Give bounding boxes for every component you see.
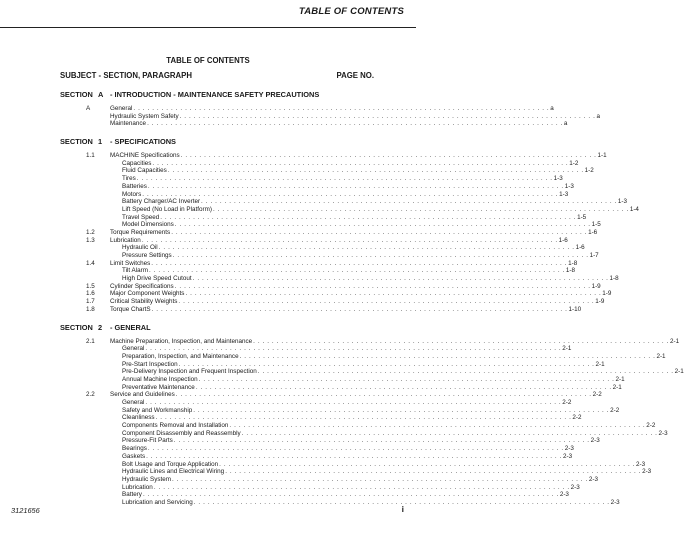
entry-title: Bolt Usage and Torque Application — [122, 460, 219, 468]
dot-leader: . . . . . . . . . . . . . . . . . . . . . . . . . . . . . . . . . . . . . . . . . . . . . . . . . . . . . . . . . . . . . . . . . . . . . . . . . . . . . . . . . . . . . . . . . — [193, 406, 610, 414]
dot-leader: . . . . . . . . . . . . . . . . . . . . . . . . . . . . . . . . . . . . . . . . . . . . . . . . . . . . . . . . . . . . . . . . . . . . . . . . . . . . . . . . . . . . . . . . . — [172, 475, 588, 483]
entry-title: Tilt Alarm — [122, 267, 149, 275]
dot-leader: . . . . . . . . . . . . . . . . . . . . . . . . . . . . . . . . . . . . . . . . . . . . . . . . . . . . . . . . . . . . . . . . . . . . . . . . . . . . . . . . . . . . . . . . . — [172, 252, 589, 259]
entry-page: 1-8 — [565, 267, 575, 275]
entry-page: 1-10 — [568, 305, 582, 313]
paragraph-number: 2.2 — [86, 391, 95, 399]
dot-leader: . . . . . . . . . . . . . . . . . . . . . . . . . . . . . . . . . . . . . . . . . . . . . . . . . . . . . . . . . . . . . . . . . . . . . . . . . . . . . . . . . . . . . . . . . — [173, 437, 590, 445]
dot-leader: . . . . . . . . . . . . . . . . . . . . . . . . . . . . . . . . . . . . . . . . . . . . . . . . . . . . . . . . . . . . . . . . . . . . . . . . . . . . . . . . . . . . . . . . . — [180, 152, 597, 160]
dot-leader: . . . . . . . . . . . . . . . . . . . . . . . . . . . . . . . . . . . . . . . . . . . . . . . . . . . . . . . . . . . . . . . . . . . . . . . . . . . . . . . . . . . . . . . . . — [212, 205, 629, 213]
toc-entry[interactable] — [0, 445, 574, 453]
entry-title: Annual Machine Inspection — [122, 375, 198, 383]
section-title: - INTRODUCTION - MAINTENANCE SAFETY PRECAUTIONS — [110, 90, 320, 99]
toc-entry[interactable] — [0, 213, 587, 222]
toc-entry[interactable] — [0, 452, 573, 461]
entry-page: 1-7 — [589, 252, 599, 259]
entry-page: 1-5 — [591, 221, 601, 229]
toc-entry[interactable] — [0, 305, 582, 314]
entry-title: Lubrication — [110, 236, 141, 244]
entry-page: 2-1 — [595, 360, 605, 368]
paragraph-number: A — [86, 105, 91, 112]
toc-entry[interactable] — [0, 228, 598, 237]
entry-title: Lubrication — [122, 483, 153, 491]
toc-entry[interactable] — [0, 221, 601, 229]
entry-title: Components Removal and Installation — [122, 422, 229, 430]
entry-page: 1-6 — [558, 236, 568, 244]
entry-page: 1-9 — [591, 282, 601, 290]
dot-leader: . . . . . . . . . . . . . . . . . . . . . . . . . . . . . . . . . . . . . . . . . . . . . . . . . . . . . . . . . . . . . . . . . . . . . . . . . . . . . . . . . . . . . . . . . — [145, 345, 562, 353]
entry-page: 2-1 — [674, 368, 684, 376]
entry-title: Battery — [122, 491, 142, 499]
dot-leader: . . . . . . . . . . . . . . . . . . . . . . . . . . . . . . . . . . . . . . . . . . . . . . . . . . . . . . . . . . . . . . . . . . . . . . . . . . . . . . . . . . . . . . . . . — [145, 399, 562, 406]
entry-title: Hydraulic Lines and Electrical Wiring — [122, 468, 225, 476]
section-number: A — [98, 90, 104, 99]
dot-leader: . . . . . . . . . . . . . . . . . . . . . . . . . . . . . . . . . . . . . . . . . . . . . . . . . . . . . . . . . . . . . . . . . . . . . . . . . . . . . . . . . . . . . . . . . — [239, 352, 656, 360]
toc-content — [0, 89, 684, 507]
dot-leader: . . . . . . . . . . . . . . . . . . . . . . . . . . . . . . . . . . . . . . . . . . . . . . . . . . . . . . . . . . . . . . . . . . . . . . . . . . . . . . . . . . . . . . . . . — [192, 275, 609, 283]
entry-title: Major Component Weights — [110, 290, 185, 298]
entry-title: Lift Speed (No Load in Platform) — [122, 205, 212, 213]
entry-page: 2-1 — [669, 337, 680, 345]
entry-title: Pressure Settings — [122, 252, 172, 259]
dot-leader: . . . . . . . . . . . . . . . . . . . . . . . . . . . . . . . . . . . . . . . . . . . . . . . . . . . . . . . . . . . . . . . . . . . . . . . . . . . . . . . . . . . . . . . . . — [257, 368, 674, 376]
dot-leader: . . . . . . . . . . . . . . . . . . . . . . . . . . . . . . . . . . . . . . . . . . . . . . . . . . . . . . . . . . . . . . . . . . . . . . . . . . . . . . . . . . . . . . . . . — [147, 120, 563, 128]
entry-page: 2-1 — [656, 352, 666, 360]
toc-entry[interactable] — [0, 406, 620, 415]
toc-entry[interactable] — [0, 275, 619, 283]
dot-leader: . . . . . . . . . . . . . . . . . . . . . . . . . . . . . . . . . . . . . . . . . . . . . . . . . . . . . . . . . . . . . . . . . . . . . . . . . . . . . . . . . . . . . . . . . — [174, 221, 591, 229]
entry-page: a — [596, 112, 600, 120]
paragraph-number: 1.1 — [86, 152, 95, 160]
dot-leader: . . . . . . . . . . . . . . . . . . . . . . . . . . . . . . . . . . . . . . . . . . . . . . . . . . . . . . . . . . . . . . . . . . . . . . . . . . . . . . . . . . . . . . . . . — [158, 244, 575, 252]
entry-title: Limit Switches — [110, 259, 151, 267]
dot-leader: . . . . . . . . . . . . . . . . . . . . . . . . . . . . . . . . . . . . . . . . . . . . . . . . . . . . . . . . . . . . . . . . . . . . . . . . . . . . . . . . . . . . . . . . . — [167, 167, 584, 175]
dot-leader: . . . . . . . . . . . . . . . . . . . . . . . . . . . . . . . . . . . . . . . . . . . . . . . . . . . . . . . . . . . . . . . . . . . . . . . . . . . . . . . . . . . . . . . . . — [195, 383, 612, 391]
dot-leader: . . . . . . . . . . . . . . . . . . . . . . . . . . . . . . . . . . . . . . . . . . . . . . . . . . . . . . . . . . . . . . . . . . . . . . . . . . . . . . . . . . . . . . . . . — [147, 445, 564, 453]
toc-entry[interactable] — [0, 360, 605, 369]
toc-entry[interactable] — [0, 182, 574, 191]
toc-entry[interactable] — [0, 345, 572, 353]
entry-page: 1-1 — [597, 152, 607, 160]
toc-entry[interactable] — [0, 375, 625, 384]
entry-title: Safety and Workmanship — [122, 406, 193, 414]
entry-title: Preventative Maintenance — [122, 383, 195, 391]
toc-entry[interactable] — [0, 267, 575, 275]
entry-page: 2-3 — [564, 445, 574, 453]
dot-leader: . . . . . . . . . . . . . . . . . . . . . . . . . . . . . . . . . . . . . . . . . . . . . . . . . . . . . . . . . . . . . . . . . . . . . . . . . . . . . . . . . . . . . . . . . — [253, 337, 669, 345]
entry-page: 1-4 — [629, 205, 639, 213]
paragraph-number: 1.6 — [86, 290, 95, 298]
dot-leader: . . . . . . . . . . . . . . . . . . . . . . . . . . . . . . . . . . . . . . . . . . . . . . . . . . . . . . . . . . . . . . . . . . . . . . . . . . . . . . . . . . . . . . . . . — [153, 483, 570, 491]
entry-page: 2-3 — [636, 460, 646, 468]
dot-leader: . . . . . . . . . . . . . . . . . . . . . . . . . . . . . . . . . . . . . . . . . . . . . . . . . . . . . . . . . . . . . . . . . . . . . . . . . . . . . . . . . . . . . . . . . — [175, 391, 592, 399]
entry-title: Tires — [122, 175, 136, 183]
section-number: 1 — [98, 137, 103, 147]
header-rule — [0, 27, 416, 28]
toc-entry[interactable] — [0, 391, 602, 399]
toc-entry[interactable] — [0, 252, 599, 260]
entry-page: 2-1 — [612, 383, 622, 391]
dot-leader: . . . . . . . . . . . . . . . . . . . . . . . . . . . . . . . . . . . . . . . . . . . . . . . . . . . . . . . . . . . . . . . . . . . . . . . . . . . . . . . . . . . . . . . . . — [142, 491, 559, 499]
dot-leader: . . . . . . . . . . . . . . . . . . . . . . . . . . . . . . . . . . . . . . . . . . . . . . . . . . . . . . . . . . . . . . . . . . . . . . . . . . . . . . . . . . . . . . . . . — [174, 282, 591, 290]
entry-page: 1-8 — [568, 259, 578, 267]
section-title: - GENERAL — [110, 322, 151, 332]
column-heading-page: PAGE NO. — [336, 71, 374, 80]
entry-page: 1-3 — [559, 190, 569, 198]
dot-leader: . . . . . . . . . . . . . . . . . . . . . . . . . . . . . . . . . . . . . . . . . . . . . . . . . . . . . . . . . . . . . . . . . . . . . . . . . . . . . . . . . . . . . . . . . — [142, 190, 559, 198]
entry-title: General — [122, 345, 145, 353]
entry-title: Torque Requirements — [110, 228, 171, 236]
toc-entry[interactable] — [0, 399, 572, 407]
toc-entry[interactable] — [0, 460, 646, 469]
toc-entry[interactable] — [0, 475, 598, 484]
toc-title: TABLE OF CONTENTS — [166, 56, 250, 65]
toc-entry[interactable] — [0, 422, 656, 430]
entry-page: 1-9 — [602, 290, 612, 298]
dot-leader: . . . . . . . . . . . . . . . . . . . . . . . . . . . . . . . . . . . . . . . . . . . . . . . . . . . . . . . . . . . . . . . . . . . . . . . . . . . . . . . . . . . . . . . . . — [241, 429, 658, 437]
toc-entry[interactable] — [0, 383, 622, 392]
document-number: 3121656 — [11, 506, 40, 515]
dot-leader: . . . . . . . . . . . . . . . . . . . . . . . . . . . . . . . . . . . . . . . . . . . . . . . . . . . . . . . . . . . . . . . . . . . . . . . . . . . . . . . . . . . . . . . . . — [141, 236, 558, 244]
dot-leader: . . . . . . . . . . . . . . . . . . . . . . . . . . . . . . . . . . . . . . . . . . . . . . . . . . . . . . . . . . . . . . . . . . . . . . . . . . . . . . . . . . . . . . . . . — [193, 498, 610, 506]
paragraph-number: 1.3 — [86, 236, 95, 244]
toc-entry[interactable] — [0, 167, 594, 175]
dot-leader: . . . . . . . . . . . . . . . . . . . . . . . . . . . . . . . . . . . . . . . . . . . . . . . . . . . . . . . . . . . . . . . . . . . . . . . . . . . . . . . . . . . . . . . . . — [185, 290, 602, 298]
toc-entry[interactable] — [0, 414, 582, 422]
section-label: SECTION — [60, 322, 93, 332]
toc-entry[interactable] — [0, 437, 600, 445]
dot-leader: . . . . . . . . . . . . . . . . . . . . . . . . . . . . . . . . . . . . . . . . . . . . . . . . . . . . . . . . . . . . . . . . . . . . . . . . . . . . . . . . . . . . . . . . . — [151, 259, 568, 267]
section-heading — [0, 89, 416, 101]
entry-page: 1-5 — [577, 213, 587, 221]
entry-title: Cleanliness — [122, 414, 155, 422]
entry-page: 1-6 — [575, 244, 585, 252]
dot-leader: . . . . . . . . . . . . . . . . . . . . . . . . . . . . . . . . . . . . . . . . . . . . . . . . . . . . . . . . . . . . . . . . . . . . . . . . . . . . . . . . . . . . . . . . . — [198, 375, 615, 383]
entry-page: 2-2 — [572, 414, 582, 422]
section-heading — [0, 322, 416, 334]
toc-entry[interactable] — [0, 352, 666, 361]
entry-title: Capacities — [122, 159, 152, 167]
entry-title: Pressure-Fit Parts — [122, 437, 173, 445]
toc-entry[interactable] — [0, 498, 620, 507]
entry-title: Gaskets — [122, 452, 146, 460]
entry-title: Preparation, Inspection, and Maintenance — [122, 352, 239, 360]
paragraph-number: 1.5 — [86, 282, 95, 290]
dot-leader: . . . . . . . . . . . . . . . . . . . . . . . . . . . . . . . . . . . . . . . . . . . . . . . . . . . . . . . . . . . . . . . . . . . . . . . . . . . . . . . . . . . . . . . . . — [149, 267, 565, 275]
toc-entry[interactable] — [0, 259, 578, 268]
toc-entry[interactable] — [0, 429, 668, 438]
dot-leader: . . . . . . . . . . . . . . . . . . . . . . . . . . . . . . . . . . . . . . . . . . . . . . . . . . . . . . . . . . . . . . . . . . . . . . . . . . . . . . . . . . . . . . . . . — [160, 213, 577, 221]
dot-leader: . . . . . . . . . . . . . . . . . . . . . . . . . . . . . . . . . . . . . . . . . . . . . . . . . . . . . . . . . . . . . . . . . . . . . . . . . . . . . . . . . . . . . . . . . — [136, 175, 553, 183]
entry-title: General — [110, 105, 133, 112]
toc-entry[interactable] — [0, 159, 579, 168]
toc-entry[interactable] — [0, 236, 568, 245]
entry-title: Pre-Start Inspection — [122, 360, 178, 368]
entry-page: 1-9 — [595, 298, 605, 306]
column-heading-subject: SUBJECT - SECTION, PARAGRAPH — [60, 71, 192, 80]
entry-page: 1-6 — [588, 228, 598, 236]
section-title: - SPECIFICATIONS — [110, 137, 176, 147]
paragraph-number: 1.8 — [86, 305, 95, 313]
entry-page: 1-3 — [617, 198, 628, 206]
toc-entry[interactable] — [0, 198, 628, 206]
entry-title: Lubrication and Servicing — [122, 498, 193, 506]
section-number: 2 — [98, 322, 103, 332]
entry-title: Pre-Delivery Inspection and Frequent Inspection — [122, 368, 257, 376]
header-title: TABLE OF CONTENTS — [298, 6, 404, 17]
entry-title: Hydraulic System — [122, 475, 171, 483]
toc-entry[interactable] — [0, 105, 554, 113]
entry-title: Fluid Capacities — [122, 167, 167, 175]
entry-page: 2-2 — [646, 422, 656, 430]
toc-entry[interactable] — [0, 205, 639, 214]
dot-leader: . . . . . . . . . . . . . . . . . . . . . . . . . . . . . . . . . . . . . . . . . . . . . . . . . . . . . . . . . . . . . . . . . . . . . . . . . . . . . . . . . . . . . . . . . — [178, 298, 595, 306]
toc-entry[interactable] — [0, 112, 600, 121]
entry-page: 2-3 — [610, 498, 620, 506]
entry-page: 2-2 — [592, 391, 602, 399]
section-label: SECTION — [60, 90, 93, 99]
dot-leader: . . . . . . . . . . . . . . . . . . . . . . . . . . . . . . . . . . . . . . . . . . . . . . . . . . . . . . . . . . . . . . . . . . . . . . . . . . . . . . . . . . . . . . . . . — [219, 460, 636, 468]
entry-page: 2-3 — [658, 429, 668, 437]
entry-page: 2-3 — [590, 437, 600, 445]
entry-title: Machine Preparation, Inspection, and Maintenance — [110, 337, 253, 345]
paragraph-number: 1.4 — [86, 259, 95, 267]
dot-leader: . . . . . . . . . . . . . . . . . . . . . . . . . . . . . . . . . . . . . . . . . . . . . . . . . . . . . . . . . . . . . . . . . . . . . . . . . . . . . . . . . . . . . . . . . — [229, 422, 646, 430]
entry-page: a — [563, 120, 568, 128]
dot-leader: . . . . . . . . . . . . . . . . . . . . . . . . . . . . . . . . . . . . . . . . . . . . . . . . . . . . . . . . . . . . . . . . . . . . . . . . . . . . . . . . . . . . . . . . . — [171, 228, 588, 236]
entry-page: 1-2 — [569, 159, 579, 167]
toc-entry[interactable] — [0, 175, 563, 183]
section-heading — [0, 136, 416, 148]
entry-title: Travel Speed — [122, 213, 160, 221]
paragraph-number: 1.2 — [86, 228, 95, 236]
toc-entry[interactable] — [0, 483, 580, 492]
toc-entry[interactable] — [0, 120, 568, 128]
entry-title: High Drive Speed Cutout — [122, 275, 192, 283]
page-header — [0, 0, 416, 30]
entry-page: 1-2 — [584, 167, 594, 175]
dot-leader: . . . . . . . . . . . . . . . . . . . . . . . . . . . . . . . . . . . . . . . . . . . . . . . . . . . . . . . . . . . . . . . . . . . . . . . . . . . . . . . . . . . . . . . . . — [133, 105, 550, 112]
entry-title: Maintenance — [110, 120, 147, 128]
toc-entry[interactable] — [0, 468, 652, 476]
entry-title: Cylinder Specifications — [110, 282, 174, 290]
entry-page: 1-8 — [609, 275, 619, 283]
entry-title: Critical Stability Weights — [110, 298, 178, 306]
entry-page: 2-3 — [642, 468, 652, 476]
entry-title: Component Disassembly and Reassembly — [122, 429, 241, 437]
toc-entry[interactable] — [0, 244, 585, 252]
toc-entry[interactable] — [0, 368, 684, 376]
page-number: i — [401, 504, 404, 514]
entry-title: Battery Charger/AC Inverter — [122, 198, 201, 206]
entry-page: 2-2 — [562, 399, 572, 406]
entry-title: Bearings — [122, 445, 147, 453]
entry-title: Service and Guidelines — [110, 391, 175, 399]
entry-page: 2-3 — [570, 483, 580, 491]
dot-leader: . . . . . . . . . . . . . . . . . . . . . . . . . . . . . . . . . . . . . . . . . . . . . . . . . . . . . . . . . . . . . . . . . . . . . . . . . . . . . . . . . . . . . . . . . — [179, 112, 596, 120]
dot-leader: . . . . . . . . . . . . . . . . . . . . . . . . . . . . . . . . . . . . . . . . . . . . . . . . . . . . . . . . . . . . . . . . . . . . . . . . . . . . . . . . . . . . . . . . . — [155, 414, 572, 422]
toc-entry[interactable] — [0, 282, 601, 291]
dot-leader: . . . . . . . . . . . . . . . . . . . . . . . . . . . . . . . . . . . . . . . . . . . . . . . . . . . . . . . . . . . . . . . . . . . . . . . . . . . . . . . . . . . . . . . . . — [151, 305, 568, 313]
entry-title: Model Dimensions — [122, 221, 174, 229]
toc-entry[interactable] — [0, 190, 569, 199]
entry-page: 2-1 — [615, 375, 625, 383]
entry-title: General — [122, 399, 145, 406]
entry-page: 2-2 — [610, 406, 620, 414]
dot-leader: . . . . . . . . . . . . . . . . . . . . . . . . . . . . . . . . . . . . . . . . . . . . . . . . . . . . . . . . . . . . . . . . . . . . . . . . . . . . . . . . . . . . . . . . . — [225, 468, 642, 476]
toc-entry[interactable] — [0, 337, 680, 346]
entry-page: 1-3 — [553, 175, 563, 183]
dot-leader: . . . . . . . . . . . . . . . . . . . . . . . . . . . . . . . . . . . . . . . . . . . . . . . . . . . . . . . . . . . . . . . . . . . . . . . . . . . . . . . . . . . . . . . . . — [178, 360, 595, 368]
entry-title: Hydraulic System Safety — [110, 112, 179, 120]
entry-title: Batteries — [122, 182, 147, 190]
entry-page: 2-1 — [562, 345, 572, 353]
entry-page: 2-3 — [559, 491, 569, 499]
toc-entry[interactable] — [0, 290, 612, 298]
paragraph-number: 2.1 — [86, 337, 95, 345]
toc-entry[interactable] — [0, 298, 605, 306]
toc-entry[interactable] — [0, 152, 607, 160]
section-label: SECTION — [60, 137, 93, 147]
paragraph-number: 1.7 — [86, 298, 95, 306]
entry-page: 2-3 — [562, 452, 573, 460]
toc-entry[interactable] — [0, 491, 569, 499]
entry-title: MACHINE Specifications — [110, 152, 180, 160]
dot-leader: . . . . . . . . . . . . . . . . . . . . . . . . . . . . . . . . . . . . . . . . . . . . . . . . . . . . . . . . . . . . . . . . . . . . . . . . . . . . . . . . . . . . . . . . . — [147, 182, 564, 190]
entry-title: Torque ChartS — [110, 305, 151, 313]
entry-title: Hydraulic Oil — [122, 244, 158, 252]
entry-page: a — [550, 105, 554, 112]
dot-leader: . . . . . . . . . . . . . . . . . . . . . . . . . . . . . . . . . . . . . . . . . . . . . . . . . . . . . . . . . . . . . . . . . . . . . . . . . . . . . . . . . . . . . . . . . — [152, 159, 569, 167]
entry-page: 2-3 — [588, 475, 598, 483]
dot-leader: . . . . . . . . . . . . . . . . . . . . . . . . . . . . . . . . . . . . . . . . . . . . . . . . . . . . . . . . . . . . . . . . . . . . . . . . . . . . . . . . . . . . . . . . . — [146, 452, 562, 460]
entry-page: 1-3 — [564, 182, 574, 190]
dot-leader: . . . . . . . . . . . . . . . . . . . . . . . . . . . . . . . . . . . . . . . . . . . . . . . . . . . . . . . . . . . . . . . . . . . . . . . . . . . . . . . . . . . . . . . . . — [201, 198, 617, 206]
entry-title: Motors — [122, 190, 142, 198]
